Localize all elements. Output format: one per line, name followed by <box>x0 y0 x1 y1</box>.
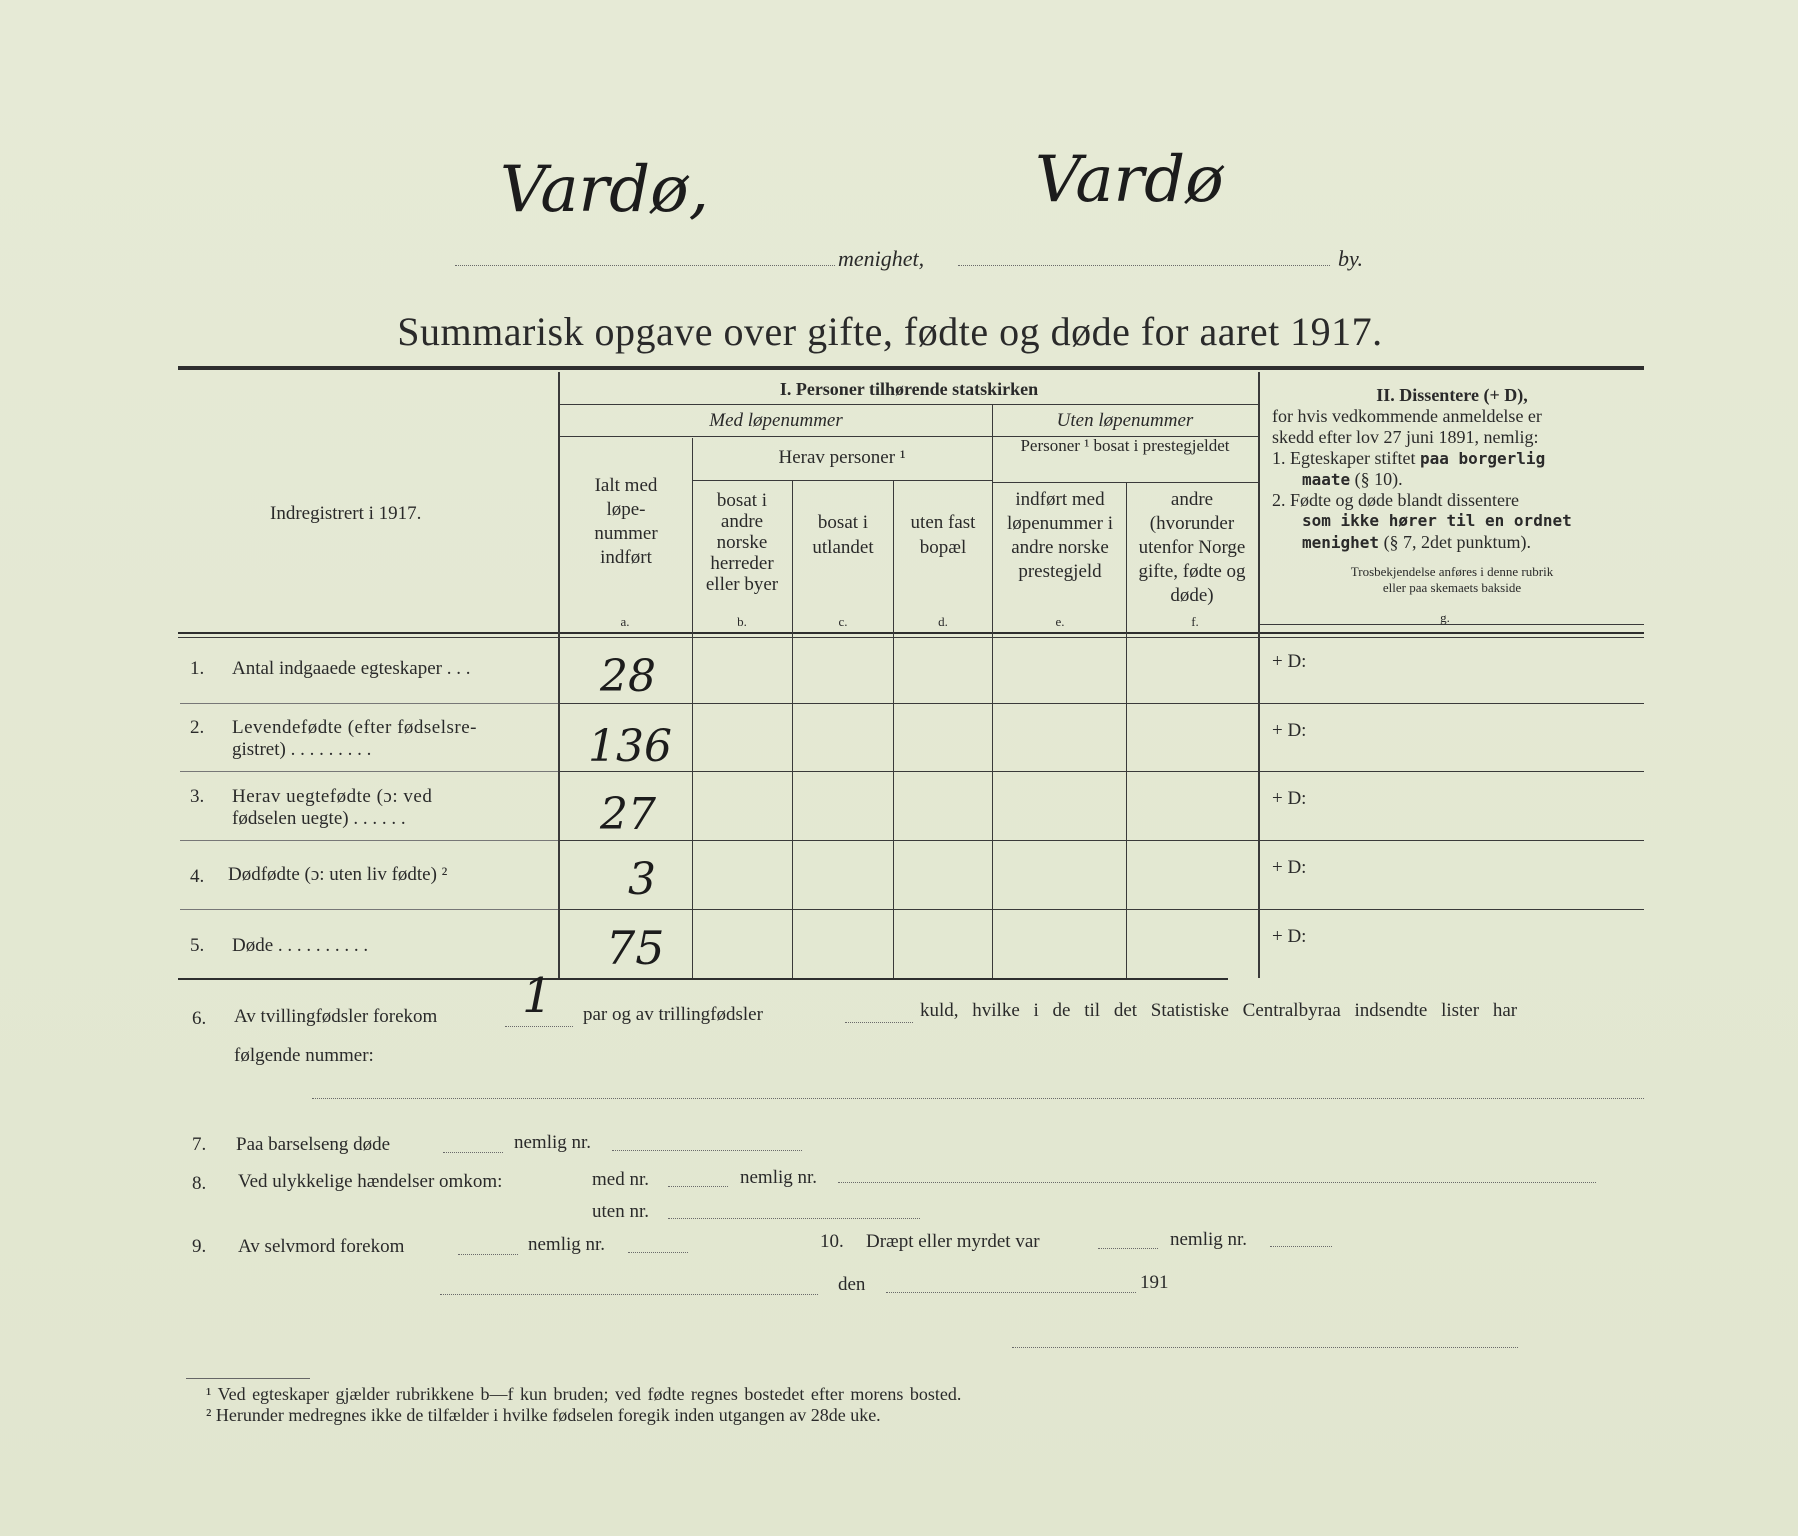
section2-note2: eller paa skemaets bakside <box>1382 580 1522 595</box>
row4-dissenter: + D: <box>1272 857 1307 878</box>
uten-lopenummer: Uten løpenummer <box>1056 410 1194 431</box>
row3-num: 3. <box>190 786 205 807</box>
col-sep-d <box>992 404 993 978</box>
item6-line2 <box>845 1022 913 1023</box>
row2-num: 2. <box>190 717 205 738</box>
item8-line1 <box>668 1186 728 1187</box>
row5-label: Døde . . . . . . . . . . <box>232 935 369 956</box>
row-sep-2-left <box>180 771 558 772</box>
row4-num: 4. <box>190 866 205 887</box>
col-sep-label <box>558 372 560 978</box>
footnote-rule <box>186 1378 310 1379</box>
section2-item1a: 1. Egteskaper stiftet <box>1272 448 1416 468</box>
table-header-bottom-rule <box>178 632 1644 634</box>
section2-item1d: (§ 10). <box>1354 469 1403 489</box>
col-letter-e: e. <box>1055 614 1065 629</box>
row-sep-3-left <box>180 840 558 841</box>
item6-b: par og av trillingfødsler <box>583 1004 763 1025</box>
row-sep-2-right <box>560 771 1644 772</box>
town-handwritten: Vardø <box>1035 143 1224 217</box>
col-a-header: Ialt med løpe-nummer indført <box>594 475 658 568</box>
section2-title-text: II. Dissentere (+ D), <box>1376 385 1528 405</box>
row4-label: Dødfødte (ɔ: uten liv fødte) ² <box>228 864 448 885</box>
footnote-1: ¹ Ved egteskaper gjælder rubrikkene b—f kun bruden; ved fødte regnes bostedet efter morens bosted. <box>206 1384 962 1404</box>
item7-line2 <box>612 1150 802 1151</box>
col-letter-a: a. <box>620 614 630 629</box>
row3-value: 27 <box>600 789 656 840</box>
section2-item2b: som ikke hører til en ordnet <box>1302 511 1572 530</box>
row2-dissenter: + D: <box>1272 720 1307 741</box>
item6-value: 1 <box>522 968 553 1024</box>
section2-item1c: maate <box>1302 470 1351 489</box>
parish-handwritten: Vardø, <box>500 153 709 227</box>
section2-item1 <box>1272 448 1545 469</box>
hdr-line-4 <box>992 482 1258 483</box>
col-letter-c: c. <box>838 614 848 629</box>
den-label: den <box>838 1274 866 1295</box>
parish-label: menighet, <box>838 246 925 271</box>
section2-item2d: (§ 7, 2det punktum). <box>1383 532 1532 552</box>
section2-line1: for hvis vedkommende anmeldelse er <box>1272 406 1542 426</box>
row-header-label: Indregistrert i 1917. <box>270 503 422 524</box>
year-label: 191 <box>1140 1272 1169 1293</box>
row1-value: 28 <box>600 651 656 702</box>
item9-b: nemlig nr. <box>528 1234 606 1255</box>
row1-dissenter: + D: <box>1272 651 1307 672</box>
item6-a: Av tvillingfødsler forekom <box>234 1006 438 1027</box>
item6-line1 <box>505 1026 573 1027</box>
col-letter-d: d. <box>938 614 948 629</box>
row-sep-4-right <box>560 909 1644 910</box>
row5-value: 75 <box>606 921 665 975</box>
signature-line <box>1012 1347 1518 1348</box>
section2-note1: Trosbekjendelse anføres i denne rubrik <box>1350 564 1554 579</box>
col-d-header: uten fast bopæl <box>910 512 976 558</box>
parish-line <box>455 265 835 266</box>
item9-line1 <box>458 1254 518 1255</box>
col-e-header: indført med løpenummer i andre norske prestegjeld <box>1006 489 1114 582</box>
row5-dissenter: + D: <box>1272 926 1307 947</box>
item9-num: 9. <box>192 1236 207 1257</box>
col-b-header: bosat i andre norske herreder eller byer <box>705 490 779 595</box>
place-line <box>440 1294 818 1295</box>
section2-item2c: menighet <box>1302 533 1380 552</box>
item10-a: Dræpt eller myrdet var <box>866 1231 1040 1252</box>
item8-line3 <box>668 1218 920 1219</box>
page-title: Summarisk opgave over gifte, fødte og døde for aaret 1917. <box>397 309 1383 354</box>
item7-line1 <box>443 1152 503 1153</box>
item7-num: 7. <box>192 1134 207 1155</box>
col-sep-f <box>1258 372 1260 978</box>
hdr-line-1 <box>560 404 1258 405</box>
col-letter-f: f. <box>1191 614 1199 629</box>
item9-a: Av selvmord forekom <box>238 1236 405 1257</box>
row1-num: 1. <box>190 658 205 679</box>
item10-num: 10. <box>820 1231 844 1252</box>
section2-item1b: paa borgerlig <box>1419 449 1546 468</box>
row3-dissenter: + D: <box>1272 788 1307 809</box>
item8-a: Ved ulykkelige hændelser omkom: <box>238 1171 503 1192</box>
date-line <box>886 1292 1136 1293</box>
col-sep-c <box>893 480 894 978</box>
row4-value: 3 <box>628 854 656 905</box>
table-top-rule <box>178 366 1644 370</box>
item6-d: følgende nummer: <box>234 1045 374 1066</box>
section2-item2a: 2. Fødte og døde blandt dissentere <box>1272 490 1519 510</box>
row1-label: Antal indgaaede egteskaper . . . <box>232 658 471 679</box>
section2-title <box>1262 384 1642 406</box>
med-lopenummer: Med løpenummer <box>709 410 843 431</box>
item6-line3 <box>312 1098 1644 1099</box>
item8-c: nemlig nr. <box>740 1167 818 1188</box>
col-sep-b <box>792 480 793 978</box>
section1-title: I. Personer tilhørende statskirken <box>779 379 1039 399</box>
col-letter-g: g. <box>1440 610 1450 625</box>
town-line <box>958 265 1330 266</box>
personer-bosat: Personer ¹ bosat i prestegjeldet <box>1020 436 1230 455</box>
table-header-bottom-rule2 <box>178 637 1644 638</box>
section2-item2-cont <box>1302 532 1531 553</box>
row5-num: 5. <box>190 935 205 956</box>
col-letter-b: b. <box>737 614 747 629</box>
section2-line2: skedd efter lov 27 juni 1891, nemlig: <box>1272 427 1539 447</box>
item8-line2 <box>838 1182 1596 1183</box>
item9-line2 <box>628 1252 688 1253</box>
row3-label2: fødselen uegte) . . . . . . <box>232 808 406 829</box>
row-sep-1-right <box>560 703 1644 704</box>
row2-label2: gistret) . . . . . . . . . <box>232 739 372 760</box>
item7-a: Paa barselseng døde <box>236 1134 391 1155</box>
herav-personer: Herav personer ¹ <box>778 447 906 468</box>
row-sep-4-left <box>180 909 558 910</box>
item6-num: 6. <box>192 1008 207 1029</box>
item8-d: uten nr. <box>592 1201 649 1222</box>
item8-b: med nr. <box>592 1169 649 1190</box>
item7-b: nemlig nr. <box>514 1132 592 1153</box>
col-c-header: bosat i utlandet <box>812 512 874 558</box>
item10-line1 <box>1098 1248 1158 1249</box>
row-sep-1-left <box>180 703 558 704</box>
col-f-header: andre (hvorunder utenfor Norge gifte, fødte og døde) <box>1138 489 1246 606</box>
table-bottom-rule <box>178 978 1228 980</box>
col-sep-a <box>692 438 693 978</box>
item10-b: nemlig nr. <box>1170 1229 1248 1250</box>
item6-c: kuld, hvilke i de til det Statistiske Centralbyraa indsendte lister har <box>920 1000 1518 1021</box>
col-sep-e <box>1126 482 1127 978</box>
row2-label: Levendefødte (efter fødselsre- <box>232 717 477 738</box>
item10-line2 <box>1270 1246 1332 1247</box>
section2-item1-cont <box>1302 469 1403 490</box>
item8-num: 8. <box>192 1173 207 1194</box>
row3-label: Herav uegtefødte (ɔ: ved <box>232 786 433 807</box>
town-label: by. <box>1338 246 1364 271</box>
hdr-line-3 <box>692 480 992 481</box>
footnote-2: ² Herunder medregnes ikke de tilfælder i hvilke fødselen foregik inden utgangen av 28de uke. <box>206 1405 881 1425</box>
row2-value: 136 <box>588 721 672 772</box>
row-sep-3-right <box>560 840 1644 841</box>
